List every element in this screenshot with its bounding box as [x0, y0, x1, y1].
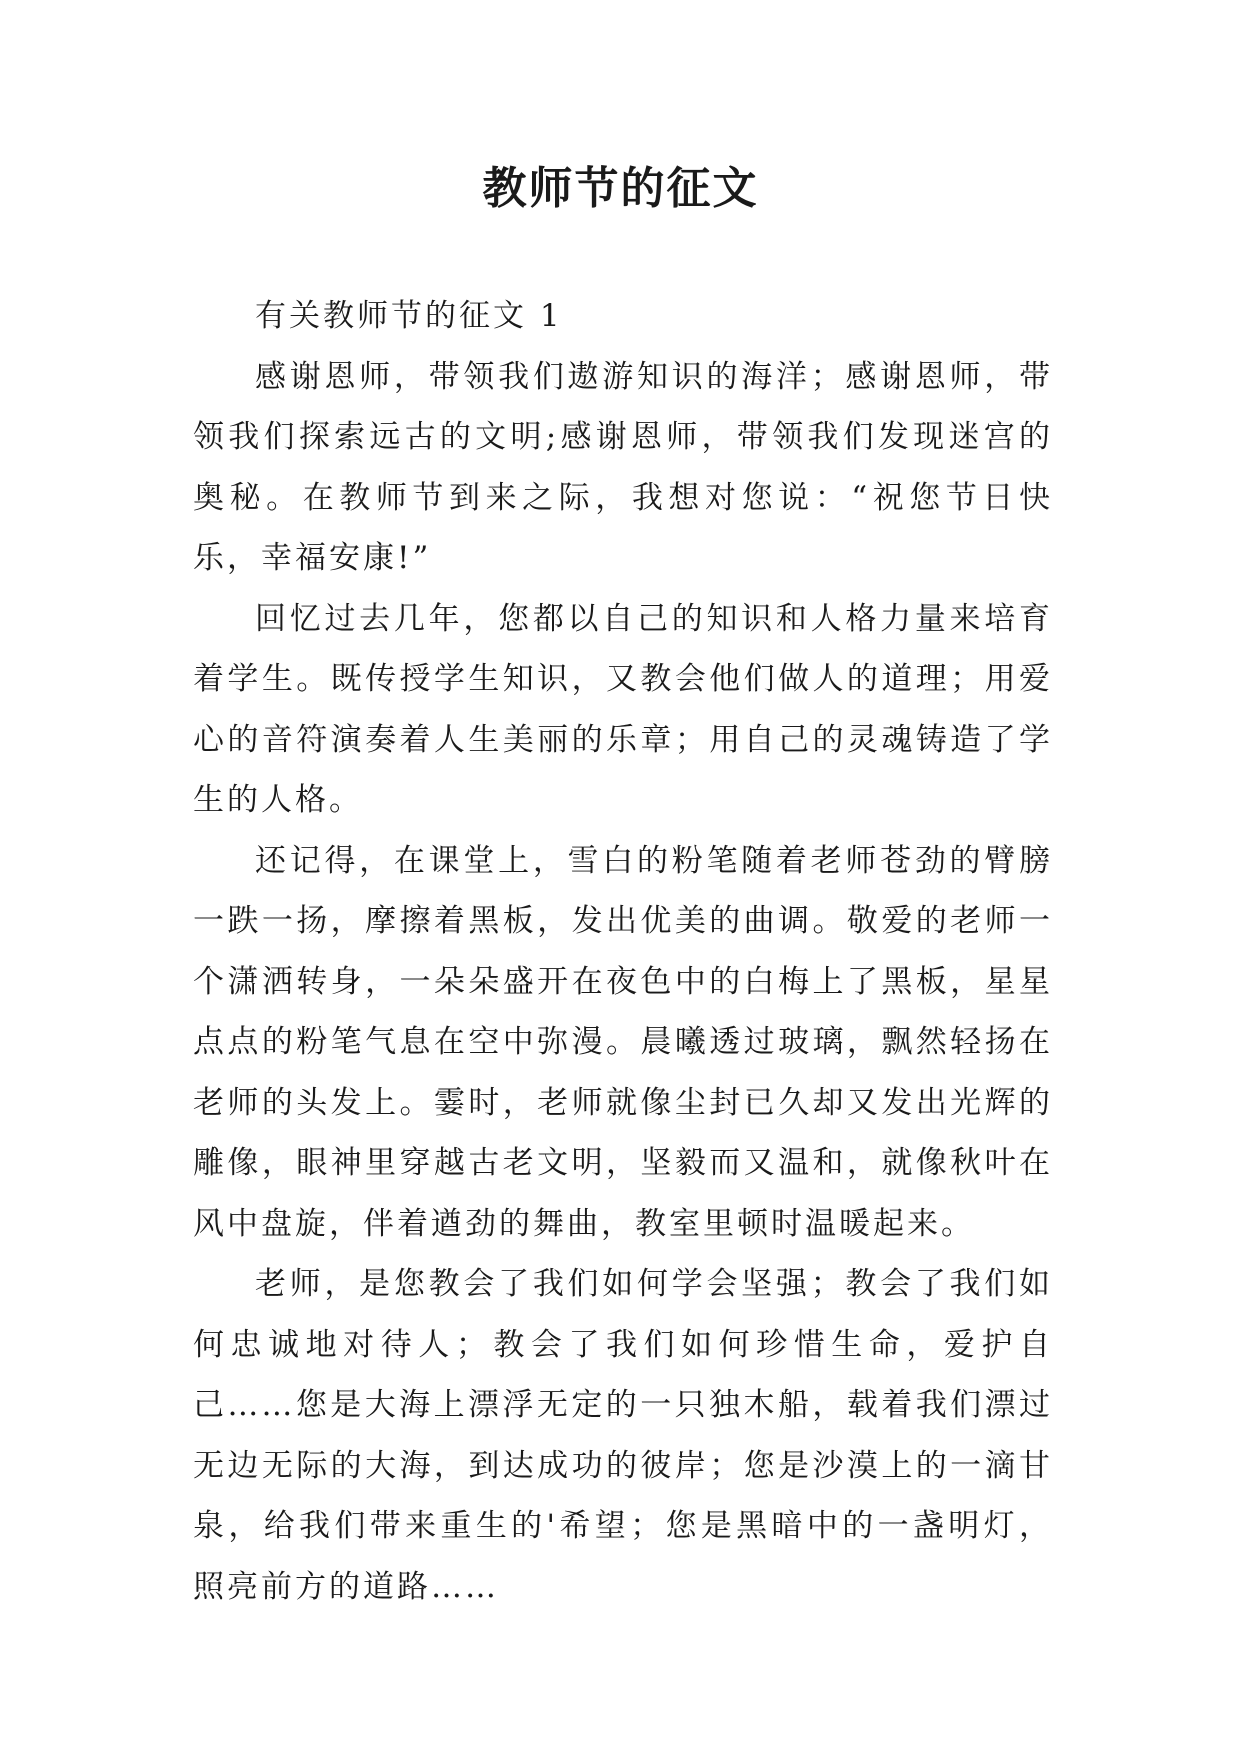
section-heading: 有关教师节的征文 1: [255, 298, 563, 334]
paragraph: 还记得，在课堂上，雪白的粉笔随着老师苍劲的臂膀一跌一扬，摩擦着黑板，发出优美的曲调。敬爱的老师一个潇洒转身，一朵朵盛开在夜色中的白梅上了黑板，星星点点的粉笔气息在空中弥漫。晨曦透过玻璃，飘然轻扬在老师的头发上。霎时，老师就像尘封已久却又发出光辉的雕像，眼神里穿越古老文明，坚毅而又温和，就像秋叶在风中盘旋，伴着遒劲的舞曲，教室里顿时温暖起来。: [193, 842, 1053, 1242]
document-title: 教师节的征文: [482, 163, 759, 214]
paragraph: 感谢恩师，带领我们遨游知识的海洋；感谢恩师，带领我们探索远古的文明;感谢恩师，带领我们发现迷宫的奥秘。在教师节到来之际，我想对您说：“祝您节日快乐，幸福安康!”: [193, 358, 1053, 576]
document-body: [193, 286, 1053, 1617]
paragraph: 回忆过去几年，您都以自己的知识和人格力量来培育着学生。既传授学生知识，又教会他们做人的道理；用爱心的音符演奏着人生美丽的乐章；用自己的灵魂铸造了学生的人格。: [193, 600, 1053, 818]
paragraph: 老师，是您教会了我们如何学会坚强；教会了我们如何忠诚地对待人；教会了我们如何珍惜生命，爱护自己……您是大海上漂浮无定的一只独木船，载着我们漂过无边无际的大海，到达成功的彼岸；您是沙漠上的一滴甘泉，给我们带来重生的'希望；您是黑暗中的一盏明灯，照亮前方的道路……: [193, 1266, 1053, 1605]
